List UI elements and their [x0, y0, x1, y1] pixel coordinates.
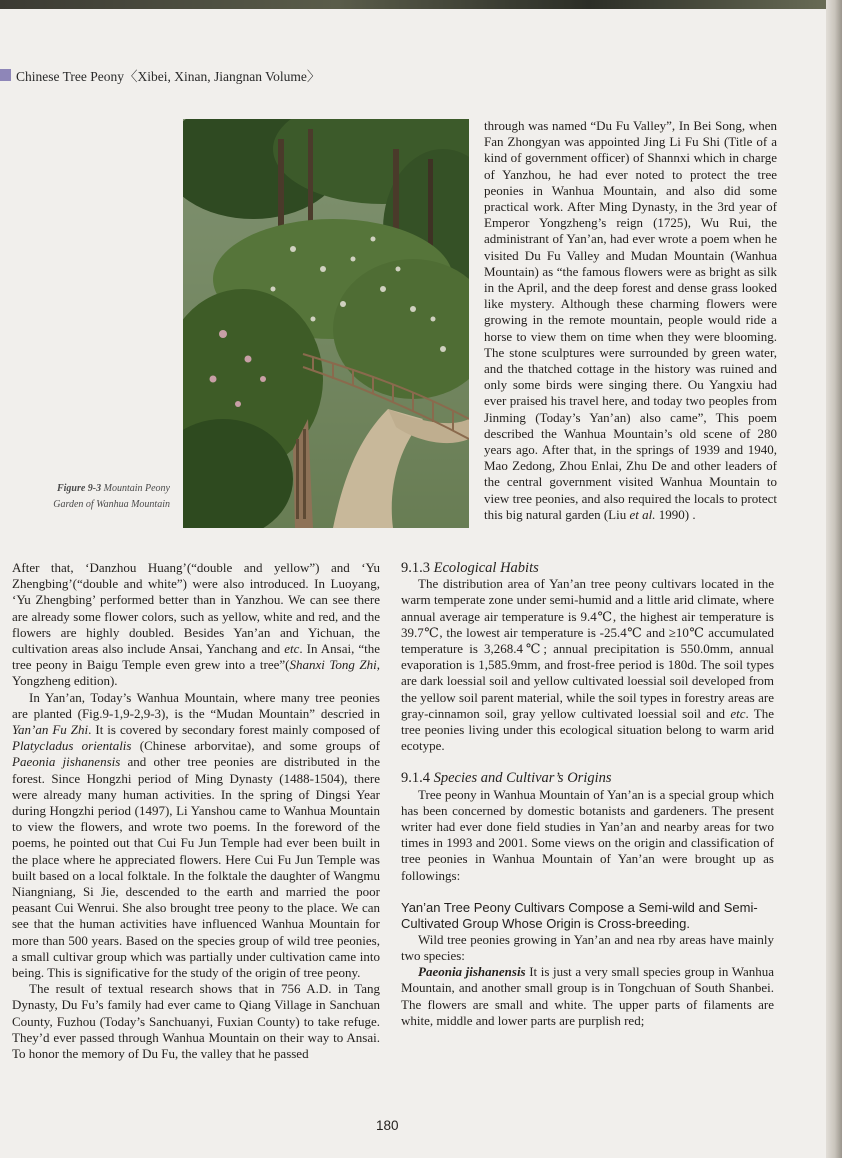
garden-photo-illustration — [183, 119, 469, 528]
figure-label: Figure 9-3 — [56, 483, 102, 494]
header-title: Chinese Tree Peony〈Xibei, Xinan, Jiangnan Volume〉 — [16, 69, 321, 84]
left-column-text — [12, 560, 380, 1062]
page-binding-edge — [826, 0, 842, 1158]
section-heading-species-origins: 9.1.4 Species and Cultivar’s Origins — [401, 770, 612, 787]
et-al: et al. — [629, 506, 656, 522]
caption-line-2: Garden of Wanhua Mountain — [53, 499, 170, 510]
right-top-paragraph: through was named “Du Fu Valley”, In Bei Song, when Fan Zhongyan was appointed Jing Li Fu Shi (Title of a kind of government officer) of Shannxi which in charge of Yanzhou, he had ever noted to protect the tree peonies in Wanhua Mountain, and also did some practical work. After Ming Dynasty, in the 3rd year of Emperor Yongzheng’s reign (1725), Wu Rui, the administrant of Yan’an, had ever wrote a poem when he visited Du Fu Valley and Mudan Mountain (Wanhua Mountain) as “the famous flowers were as bright as silk in the April, and the deep forest and dense grass looked like mystery. Although these charming flowers were growing in the remote mountain, people would ride a horse to view them on time when they were blooming. The stone sculptures were surrounded by green water, and the thatched cottage in the history was ruined and only some birds were singing there. Ou Yangxiu had ever praised his travel here, and today two peoples from Jinming (Today’s Yan’an) also came”, This poem described the Wanhua Mountain’s old scene of 280 years ago. After that, in the springs of 1939 and 1940, Mao Zedong, Zhou Enlai, Zhu De and other leaders of the central government visited Wanhua Mountain to view tree peonies, and also required the locals to protect this big natural garden (Liu — [484, 118, 777, 522]
section-heading-ecological-habits: 9.1.3 Ecological Habits — [401, 560, 539, 576]
right-column-text — [401, 560, 774, 1029]
header-color-marker — [0, 69, 11, 81]
top-edge-strip — [0, 0, 842, 9]
figure-caption — [30, 481, 170, 513]
species-name-paeonia-jishanensis: Paeonia jishanensis — [418, 964, 526, 980]
subheading-semi-wild-group: Yan’an Tree Peony Cultivars Compose a Semi-wild and Semi-Cultivated Group Whose Origin is Cross-breeding. — [401, 899, 758, 931]
running-header — [0, 66, 320, 84]
right-column-top-text — [484, 118, 777, 523]
figure-photo-peony-garden — [183, 119, 469, 528]
species-paragraph-3: Paeonia jishanensis It is just a very small species group in Wanhua Mountain, and another small group is in Tongchuan of South Shanbei. The flowers are small and white. The upper parts of filaments are white, middle and lower parts are purplish red; — [401, 964, 774, 1028]
citation-end: 1990) . — [655, 506, 696, 522]
species-paragraph-1: Tree peony in Wanhua Mountain of Yan’an is a special group which has been concerned by domestic botanists and gardeners. The present writer had ever done field studies in Yan’an and nearby areas for two times in 1993 and 2001. Some views on the origin and classification of tree peonies in Wanhua Mountain of Yan’an were brought up as followings: — [401, 786, 774, 883]
left-paragraph-1: After that, ‘Danzhou Huang’(“double and yellow”) and ‘Yu Zhengbing’(“double and white”) were also introduced. In Luoyang, ‘Yu Zhengbing’ performed better than in Yanzhou. We can see there are already some flower colors, such as yellow, white and red, and the flowers are highly doubled. Besides Yan’an and Yichuan, the cultivation areas also include Ansai, Yanchang and etc. In Ansai, “the tree peony in Baigu Temple even grew into a tree”(Shanxi Tong Zhi, Yongzheng edition). — [12, 560, 380, 689]
species-paragraph-2: Wild tree peonies growing in Yan’an and nea rby areas have mainly two species: — [401, 931, 774, 964]
caption-line-1: Mountain Peony — [103, 483, 170, 494]
left-paragraph-2: In Yan’an, Today’s Wanhua Mountain, where many tree peonies are planted (Fig.9-1,9-2,9-3), is the “Mudan Mountain” descried in Yan’an Fu Zhi. It is covered by secondary forest mainly composed of Platycladus orientalis (Chinese arborvitae), and some groups of Paeonia jishanensis and other tree peonies are distributed in the forest. Since Hongzhi period of Ming Dynasty (1488-1504), there were already many human activities. In the spring of Dingsi Year during Hongzhi period (1497), Li Yanshou came to Wanhua Mountain to view the flowers, and wrote two poems. In the foreword of the poems, he pointed out that Cui Fu Jun Temple had ever been built in the place where he appreciated flowers. Here Cui Fu Jun Temple was built based on a local folktale. In the folktale the daughter of Wangmu Niangniang, Si Jie, descended to the earth and married the poor peasant Cui Wenrui. She also brought tree peony to the place. We can see that the human activities have influenced Wanhua Mountain for more than 500 years. Based on the species group of wild tree peonies, a small cultivar group which was partially under cultivation came into being. This is significative for the study of the origin of tree peony. — [12, 689, 380, 981]
ecology-paragraph: The distribution area of Yan’an tree peony cultivars located in the warm temperate zone under semi-humid and a little arid climate, where annual average air temperature is 9.4℃, the highest air temperature is 39.7℃, the lowest air temperature is -25.4℃ and ≥10℃ accumulated temperature is 3,268.4℃; annual precipitation is 550.0mm, annual evaporation is 1,585.9mm, and frost-free period is 180d. The soil types are dark loessial soil and yellow cultivated loessial soil developed from the yellow soil parent material, while the soil types in forestry areas are gray-cinnamon soil, gray yellow cultivated loessial soil and etc. The tree peonies living under this ecological situation belong to warm arid ecotype. — [401, 576, 774, 754]
left-paragraph-3: The result of textual research shows that in 756 A.D. in Tang Dynasty, Du Fu’s family had ever came to Qiang Village in Sanchuan County, Fuzhou (Today’s Sanchuanyi, Fuxian County) to take refuge. They’d ever passed through Wanhua Mountain on their way to Ansai. To honor the memory of Du Fu, the valley that he passed — [12, 981, 380, 1062]
page-number: 180 — [376, 1118, 399, 1133]
